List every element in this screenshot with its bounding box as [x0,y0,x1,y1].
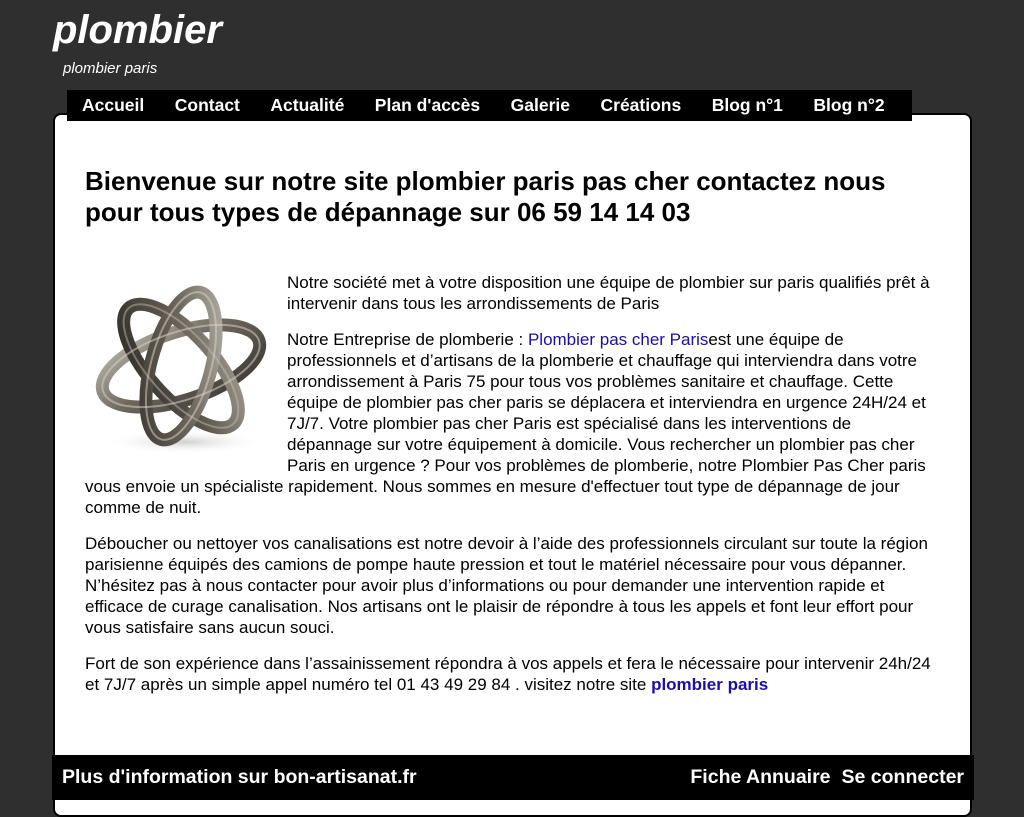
nav-item-contact[interactable]: Contact [174,95,240,115]
drain-cleaning-paragraph: Déboucher ou nettoyer vos canalisations est notre devoir à l’aide des professionnels circulant sur toute la région parisienne équipés des camions de pompe haute pression et tout le matériel nécessaire pour vous dépanner. N’hésitez pas à nous contacter pour avoir plus d’informations ou pour demander une intervention rapide et efficace de curage canalisation. Nos artisans ont le plaisir de répondre à tous les appels et font leur effort pour vous satisfaire sans aucun souci. [85,534,928,637]
more-info-link[interactable]: Plus d'information sur bon-artisanat.fr [62,766,417,788]
login-link[interactable]: Se connecter [841,766,964,788]
directory-link[interactable]: Fiche Annuaire [690,766,831,788]
nav-item-galerie[interactable]: Galerie [510,95,570,115]
article [85,166,940,710]
page-headline: Bienvenue sur notre site plombier paris pas cher contactez nous pour tous types de dépannage sur 06 59 14 14 03 [85,166,886,227]
experience-paragraph [85,653,940,695]
experience-paragraph-text: Fort de son expérience dans l’assainissement répondra à vos appels et fera le nécessaire pour intervenir 24h/24 et 7J/7 après un simple appel numéro tel 01 43 49 29 84 . visitez notre site [85,654,931,694]
plombier-pas-cher-paris-link[interactable]: Plombier pas cher Paris [527,330,709,349]
intro-paragraph: Notre société met à votre disposition une équipe de plombier sur paris qualifiés prêt à intervenir dans tous les arrondissements de Paris [287,273,930,313]
site-title[interactable]: plombier [53,8,222,52]
nav-item-blog-2[interactable]: Blog n°2 [813,95,885,115]
metal-knot-sculpture-image [85,270,277,460]
article-body [85,272,940,695]
company-paragraph-prefix: Notre Entreprise de plomberie : [287,330,528,349]
company-paragraph-text: est une équipe de professionnels et d’artisans de la plomberie et chauffage qui interviendra dans votre arrondissement à Paris 75 pour tous vos problèmes sanitaire et chauffage. Cette équipe de plombier pas cher paris se déplacera et interviendra en urgence 24H/24 et 7J/7. Votre plombier pas cher Paris est spécialisé dans les interventions de dépannage sur votre équipement à domicile. Vous rechercher un plombier pas cher Paris en urgence ? Pour vos problèmes de plomberie, notre Plombier Pas Cher paris vous envoie un spécialiste rapidement. Nous sommes en mesure d'effectuer tout type de dépannage de jour comme de nuit. [85,330,926,517]
plombier-paris-link[interactable]: plombier paris [651,675,769,694]
footer-bar [52,755,974,800]
site-subtitle: plombier paris [63,60,158,77]
main-navigation [67,90,912,121]
nav-item-creations[interactable]: Créations [600,95,682,115]
nav-item-plan-acces[interactable]: Plan d'accès [374,95,481,115]
nav-item-accueil[interactable]: Accueil [82,95,145,115]
nav-item-actualite[interactable]: Actualité [270,95,345,115]
nav-item-blog-1[interactable]: Blog n°1 [711,95,783,115]
footer-links [690,766,964,789]
